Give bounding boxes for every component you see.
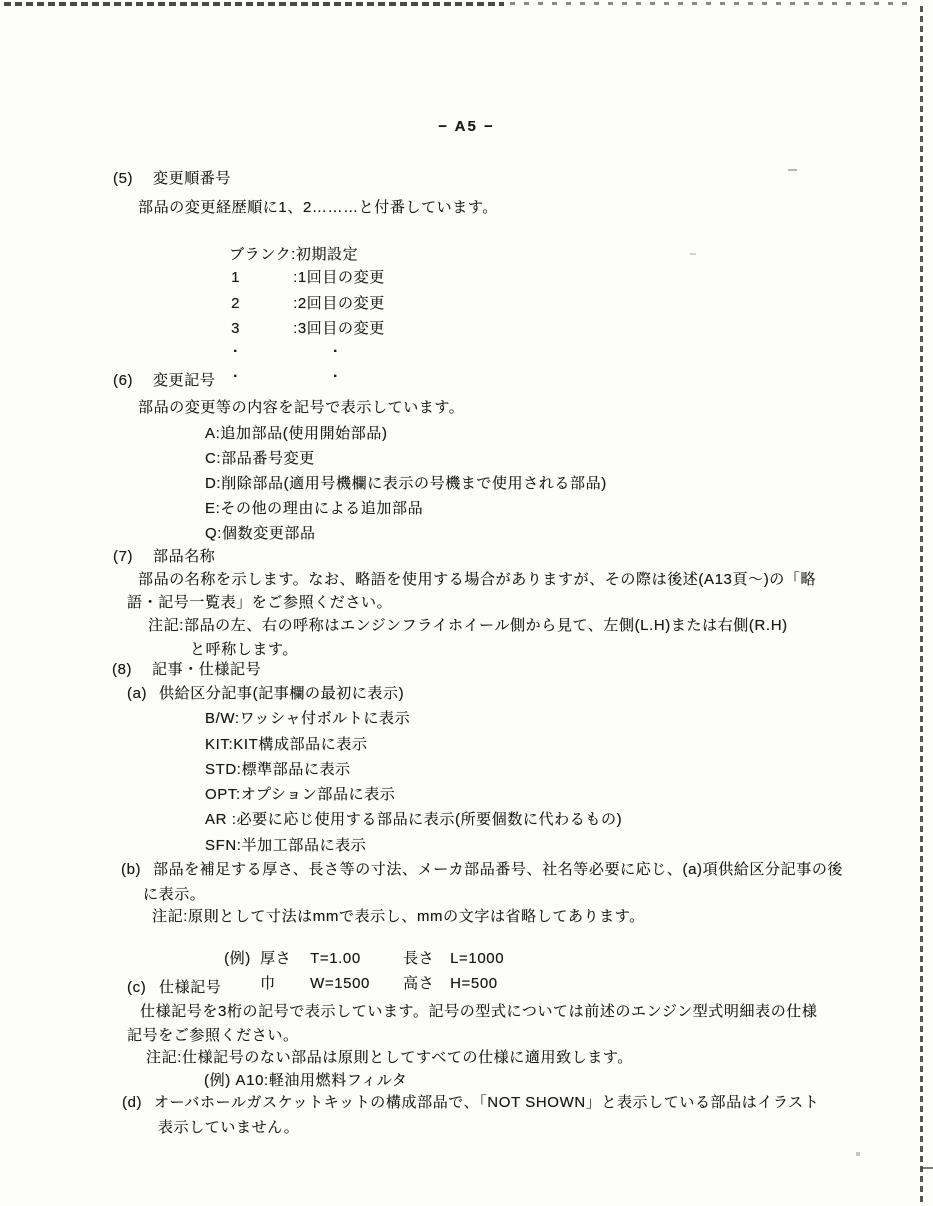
s6-item-q: Q:個数変更部品 [205,525,316,542]
section-6-title: 変更記号 [153,372,216,389]
s5-row-dots-2: · · [233,368,339,385]
s8a-item-kit: KIT:KIT構成部品に表示 [205,736,368,753]
scan-speck [788,169,797,171]
s8c-line2: 記号をご参照ください。 [127,1027,299,1044]
s8a-heading [127,684,404,703]
s8b-line2: に表示。 [143,886,206,903]
s8d-label: (d) [122,1094,143,1111]
s5-row-1: 1 :1回目の変更 [231,269,385,286]
section-6-number: (6) [113,372,134,389]
s8c-label: (c) [127,979,147,996]
s6-item-c: C:部品番号変更 [205,450,315,467]
s8b-line1: 部品を補足する厚さ、長さ等の寸法、メーカ部品番号、社名等必要に応じ、(a)項供給区分記事の後 [153,861,844,878]
s6-intro: 部品の変更等の内容を記号で表示しています。 [138,399,465,416]
s8b-heading [121,860,843,879]
s5-row-dots-1: · · [233,343,339,360]
s6-item-d: D:削除部品(適用号機欄に表示の号機まで使用される部品) [205,475,607,492]
s7-note-line1: 注記:部品の左、右の呼称はエンジンフライホイール側から見て、左側(L.H)または右側(R.H) [148,617,788,634]
s8a-title: 供給区分記事(記事欄の最初に表示) [159,685,405,702]
scan-speck [690,253,696,255]
scan-speck [856,1152,860,1156]
scan-artifact-top-dashed-line [4,2,504,6]
page-number: − A5 − [438,118,495,135]
section-5-number: (5) [113,170,134,187]
s8a-item-sfn: SFN:半加工部品に表示 [205,837,367,854]
s8b-example-row1: (例) 厚さ T=1.00 長さ L=1000 [224,950,505,967]
section-7-heading [113,547,215,566]
s5-row-2: 2 :2回目の変更 [231,295,385,312]
s8b-note: 注記:原則として寸法はmmで表示し、mmの文字は省略してあります。 [152,908,645,925]
s7-paragraph-line2: 語・記号一覧表」をご参照ください。 [127,594,393,611]
s8d-line1: オーバホールガスケットキットの構成部品で、「NOT SHOWN」と表示している部品はイラスト [154,1094,820,1111]
s6-item-a: A:追加部品(使用開始部品) [205,425,388,442]
section-5-title: 変更順番号 [153,170,232,187]
scan-artifact-right-dashed-line [920,6,923,1206]
section-7-title: 部品名称 [153,548,216,565]
s8b-example-label: (例) [224,950,251,967]
section-8-heading [112,660,261,679]
s5-row-3: 3 :3回目の変更 [231,320,385,337]
s5-intro: 部品の変更経歴順に1、2………と付番しています。 [138,199,498,216]
s8a-item-ar: AR :必要に応じ使用する部品に表示(所要個数に代わるもの) [205,811,623,828]
s8a-item-opt: OPT:オプション部品に表示 [205,786,396,803]
scan-artifact-bottom-right-dash [921,1167,933,1169]
s8b-example-row2: 巾 W=1500 高さ H=500 [260,975,498,992]
s8c-title: 仕様記号 [159,979,222,996]
s8c-example: (例) A10:軽油用燃料フィルタ [204,1072,408,1089]
section-8-title: 記事・仕様記号 [152,661,262,678]
s6-item-e: E:その他の理由による追加部品 [205,500,424,517]
s7-paragraph-line1: 部品の名称を示します。なお、略語を使用する場合がありますが、その際は後述(A13頁〜)の「略 [138,571,817,588]
s8a-item-bw: B/W:ワッシャ付ボルトに表示 [205,710,411,727]
s7-note-line2: と呼称します。 [190,641,299,658]
scan-artifact-top-dashed-line-2 [510,2,910,5]
s8c-note: 注記:仕様記号のない部品は原則としてすべての仕様に適用致します。 [146,1049,633,1066]
section-5-heading [113,169,231,188]
s5-row-blank: ブランク:初期設定 [229,246,359,263]
s8c-heading [127,978,221,997]
section-7-number: (7) [113,548,134,565]
section-8-number: (8) [112,661,133,678]
s8d-heading [122,1093,819,1112]
s8a-item-std: STD:標準部品に表示 [205,761,351,778]
s8c-line1: 仕様記号を3桁の記号で表示しています。記号の型式については前述のエンジン型式明細表の仕様 [140,1003,818,1020]
s8d-line2: 表示していません。 [158,1119,300,1136]
s8a-label: (a) [127,685,148,702]
section-6-heading [113,371,215,390]
s8b-label: (b) [121,861,142,878]
